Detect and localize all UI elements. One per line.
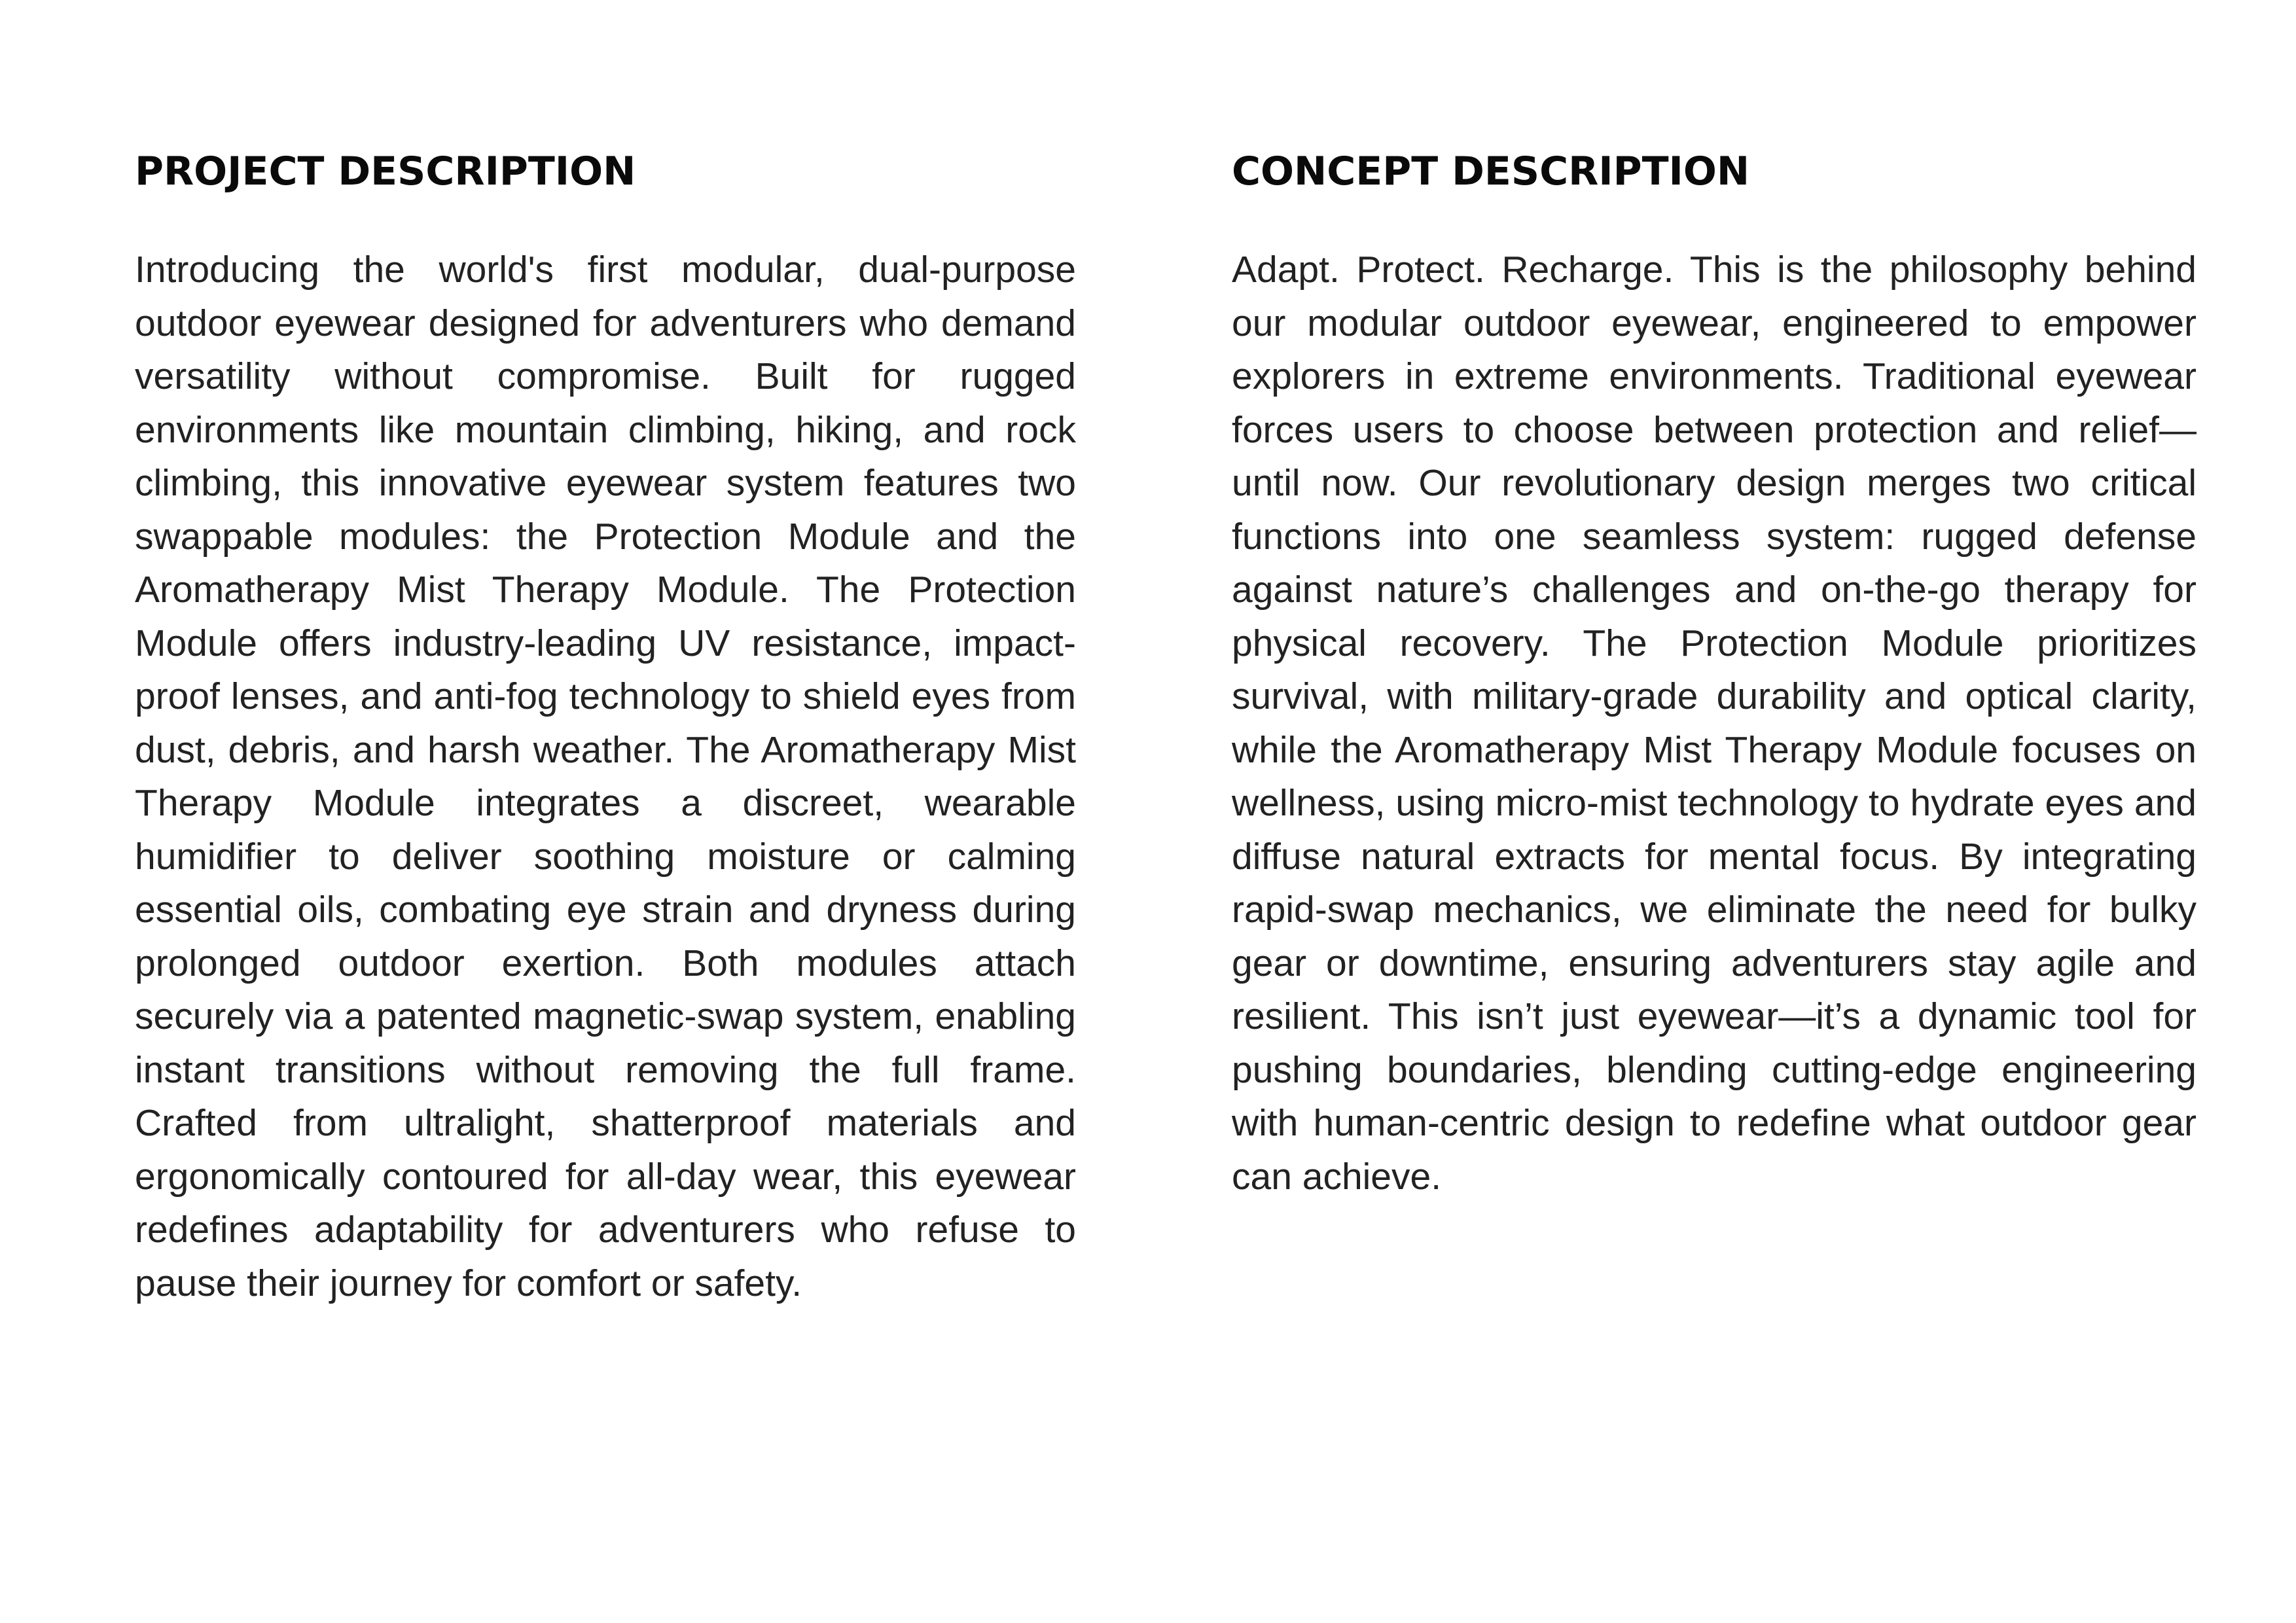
project-description-body: Introducing the world's first modular, dual-purpose outdoor eyewear designed for adventurers who demand versatility without compromise. Built for rugged environments like mountain climbing, hiking, and rock climbing, this innovative eyewear system features two swappable modules: the Protection Module and the Aromatherapy Mist Therapy Module. The Protection Module offers industry-leading UV resistance, impact-proof lenses, and anti-fog technology to shield eyes from dust, debris, and harsh weather. The Aromatherapy Mist Therapy Module integrates a discreet, wearable humidifier to deliver soothing moisture or calming essential oils, combating eye strain and dryness during prolonged outdoor exertion. Both modules attach securely via a patented magnetic-swap system, enabling instant transitions without removing the full frame. Crafted from ultralight, shatterproof materials and ergonomically contoured for all-day wear, this eyewear redefines adaptability for adventurers who refuse to pause their journey for comfort or safety.	[135, 249, 1076, 1304]
concept-description-body: Adapt. Protect. Recharge. This is the philosophy behind our modular outdoor eyewear, engineered to empower explorers in extreme environments. Traditional eyewear forces users to choose between protection and relief—until now. Our revolutionary design merges two critical functions into one seamless system: rugged defense against nature’s challenges and on-the-go therapy for physical recovery. The Protection Module prioritizes survival, with military-grade durability and optical clarity, while the Aromatherapy Mist Therapy Module focuses on wellness, using micro-mist technology to hydrate eyes and diffuse natural extracts for mental focus. By integrating rapid-swap mechanics, we eliminate the need for bulky gear or downtime, ensuring adventurers stay agile and resilient. This isn’t just eyewear—it’s a dynamic tool for pushing boundaries, blending cutting-edge engineering with human-centric design to redefine what outdoor gear can achieve.	[1232, 249, 2197, 1198]
concept-description-heading: CONCEPT DESCRIPTION	[1232, 149, 1750, 194]
project-description-section	[135, 144, 1076, 1310]
concept-description-section	[1232, 144, 2197, 1204]
project-description-heading: PROJECT DESCRIPTION	[135, 149, 636, 194]
